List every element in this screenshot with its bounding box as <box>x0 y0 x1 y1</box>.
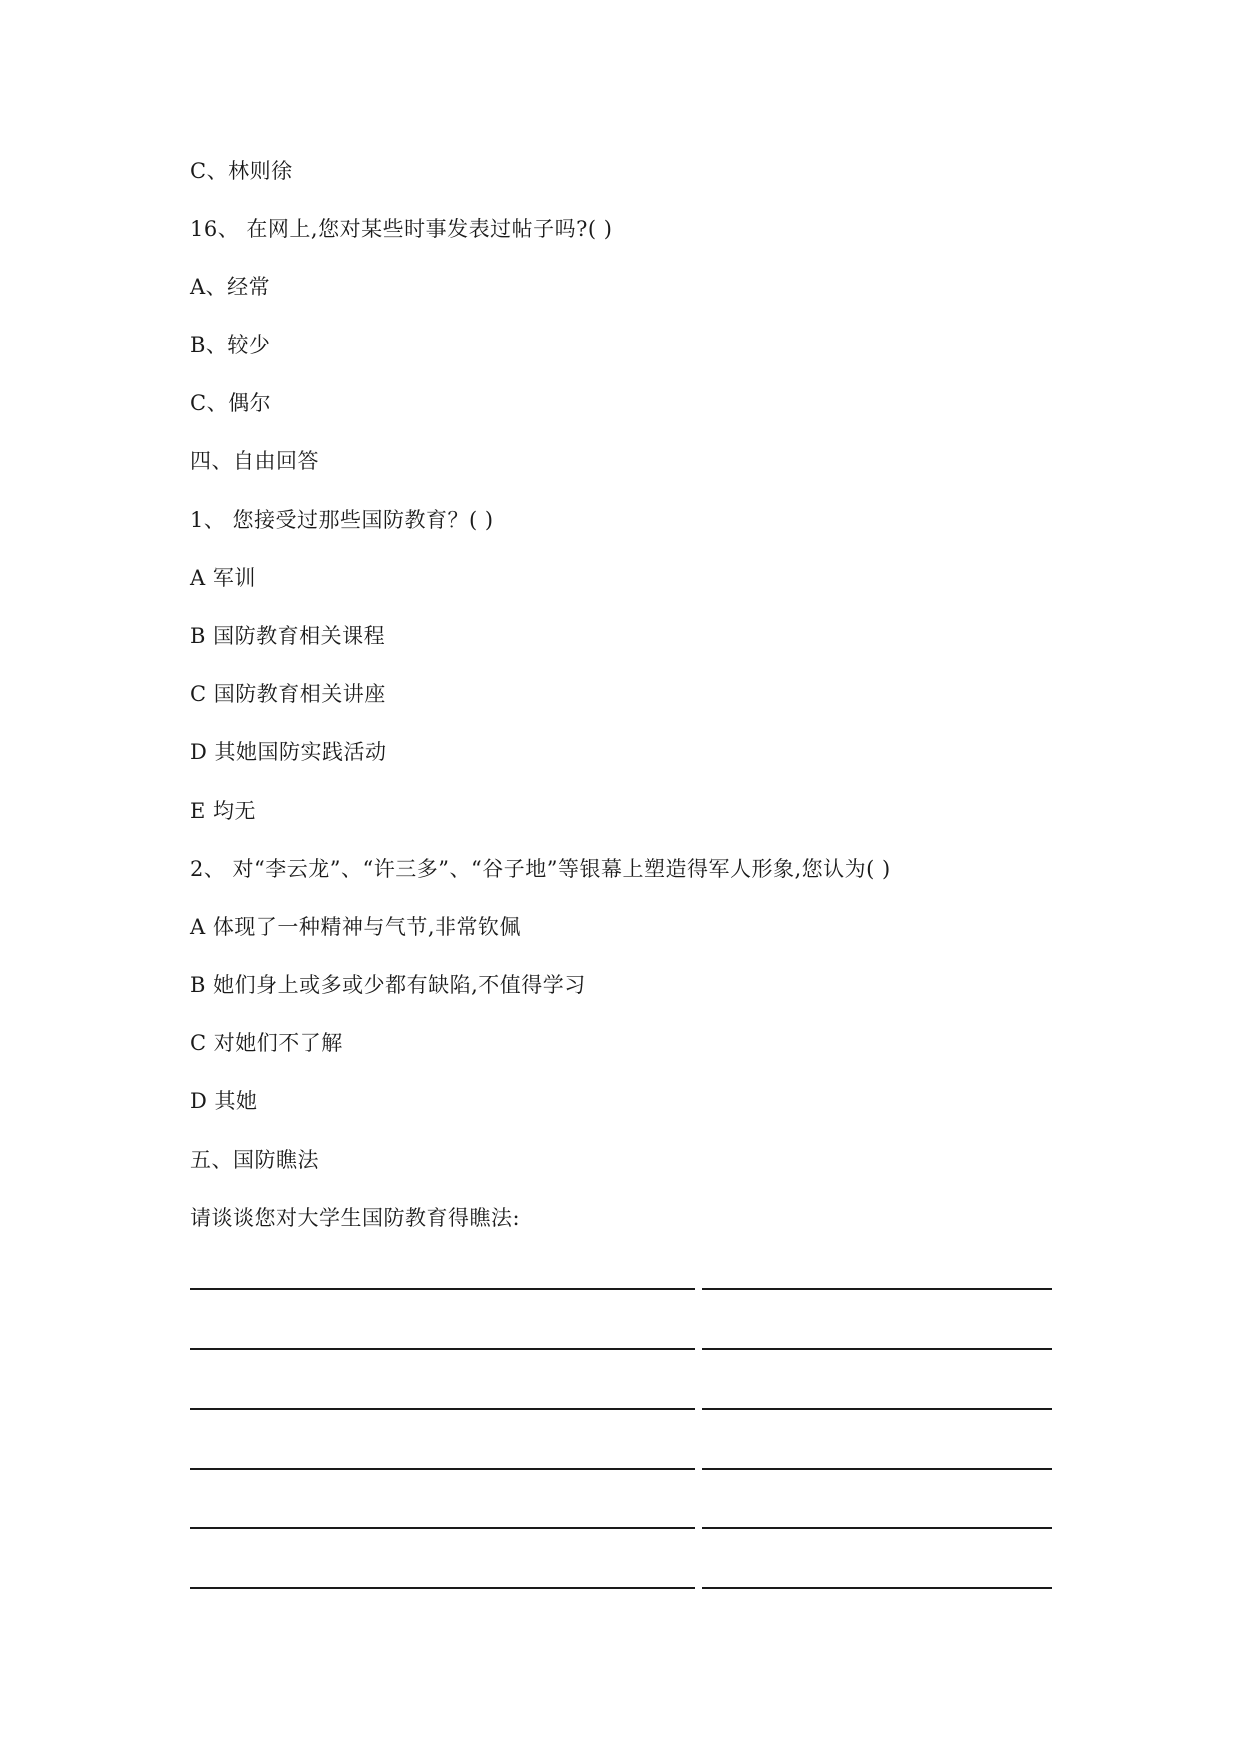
blank-segment <box>702 1527 1052 1529</box>
option-c-lectures: C 国防教育相关讲座 <box>190 682 386 706</box>
question-16: 16、 在网上,您对某些时事发表过帖子吗?( ) <box>190 217 613 241</box>
option-a-admire: A 体现了一种精神与气节,非常钦佩 <box>190 915 522 939</box>
option-d-practice: D 其她国防实践活动 <box>190 740 387 764</box>
option-a-military-training: A 军训 <box>190 566 256 590</box>
option-b-courses: B 国防教育相关课程 <box>190 624 386 648</box>
blank-segment <box>702 1408 1052 1410</box>
answer-blank-line[interactable] <box>190 1348 1050 1352</box>
section-five-heading: 五、国防瞧法 <box>190 1148 319 1172</box>
option-c-unfamiliar: C 对她们不了解 <box>190 1031 343 1055</box>
option-b-flaws: B 她们身上或多或少都有缺陷,不值得学习 <box>190 973 586 997</box>
answer-blank-line[interactable] <box>190 1408 1050 1412</box>
blank-segment <box>190 1587 695 1589</box>
blank-segment <box>702 1468 1052 1470</box>
answer-blank-line[interactable] <box>190 1527 1050 1531</box>
opinion-prompt: 请谈谈您对大学生国防教育得瞧法: <box>190 1206 521 1230</box>
blank-segment <box>702 1288 1052 1290</box>
blank-segment <box>190 1348 695 1350</box>
answer-blank-line[interactable] <box>190 1468 1050 1472</box>
blank-segment <box>190 1468 695 1470</box>
option-a-often: A、经常 <box>190 275 271 299</box>
blank-segment <box>702 1348 1052 1350</box>
blank-segment <box>190 1408 695 1410</box>
free-question-1: 1、 您接受过那些国防教育？( ) <box>190 508 494 532</box>
blank-segment <box>190 1527 695 1529</box>
free-question-2: 2、 对“李云龙”、“许三多”、“谷子地”等银幕上塑造得军人形象,您认为( ) <box>190 857 891 881</box>
option-e-none: E 均无 <box>190 799 257 823</box>
option-b-rarely: B、较少 <box>190 333 271 357</box>
option-c-occasionally: C、偶尔 <box>190 391 272 415</box>
blank-segment <box>190 1288 695 1290</box>
option-c-lin-zexu: C、林则徐 <box>190 159 293 183</box>
answer-blank-line[interactable] <box>190 1288 1050 1292</box>
answer-blank-line[interactable] <box>190 1587 1050 1591</box>
section-four-heading: 四、自由回答 <box>190 449 319 473</box>
blank-segment <box>702 1587 1052 1589</box>
option-d-other: D 其她 <box>190 1089 258 1113</box>
